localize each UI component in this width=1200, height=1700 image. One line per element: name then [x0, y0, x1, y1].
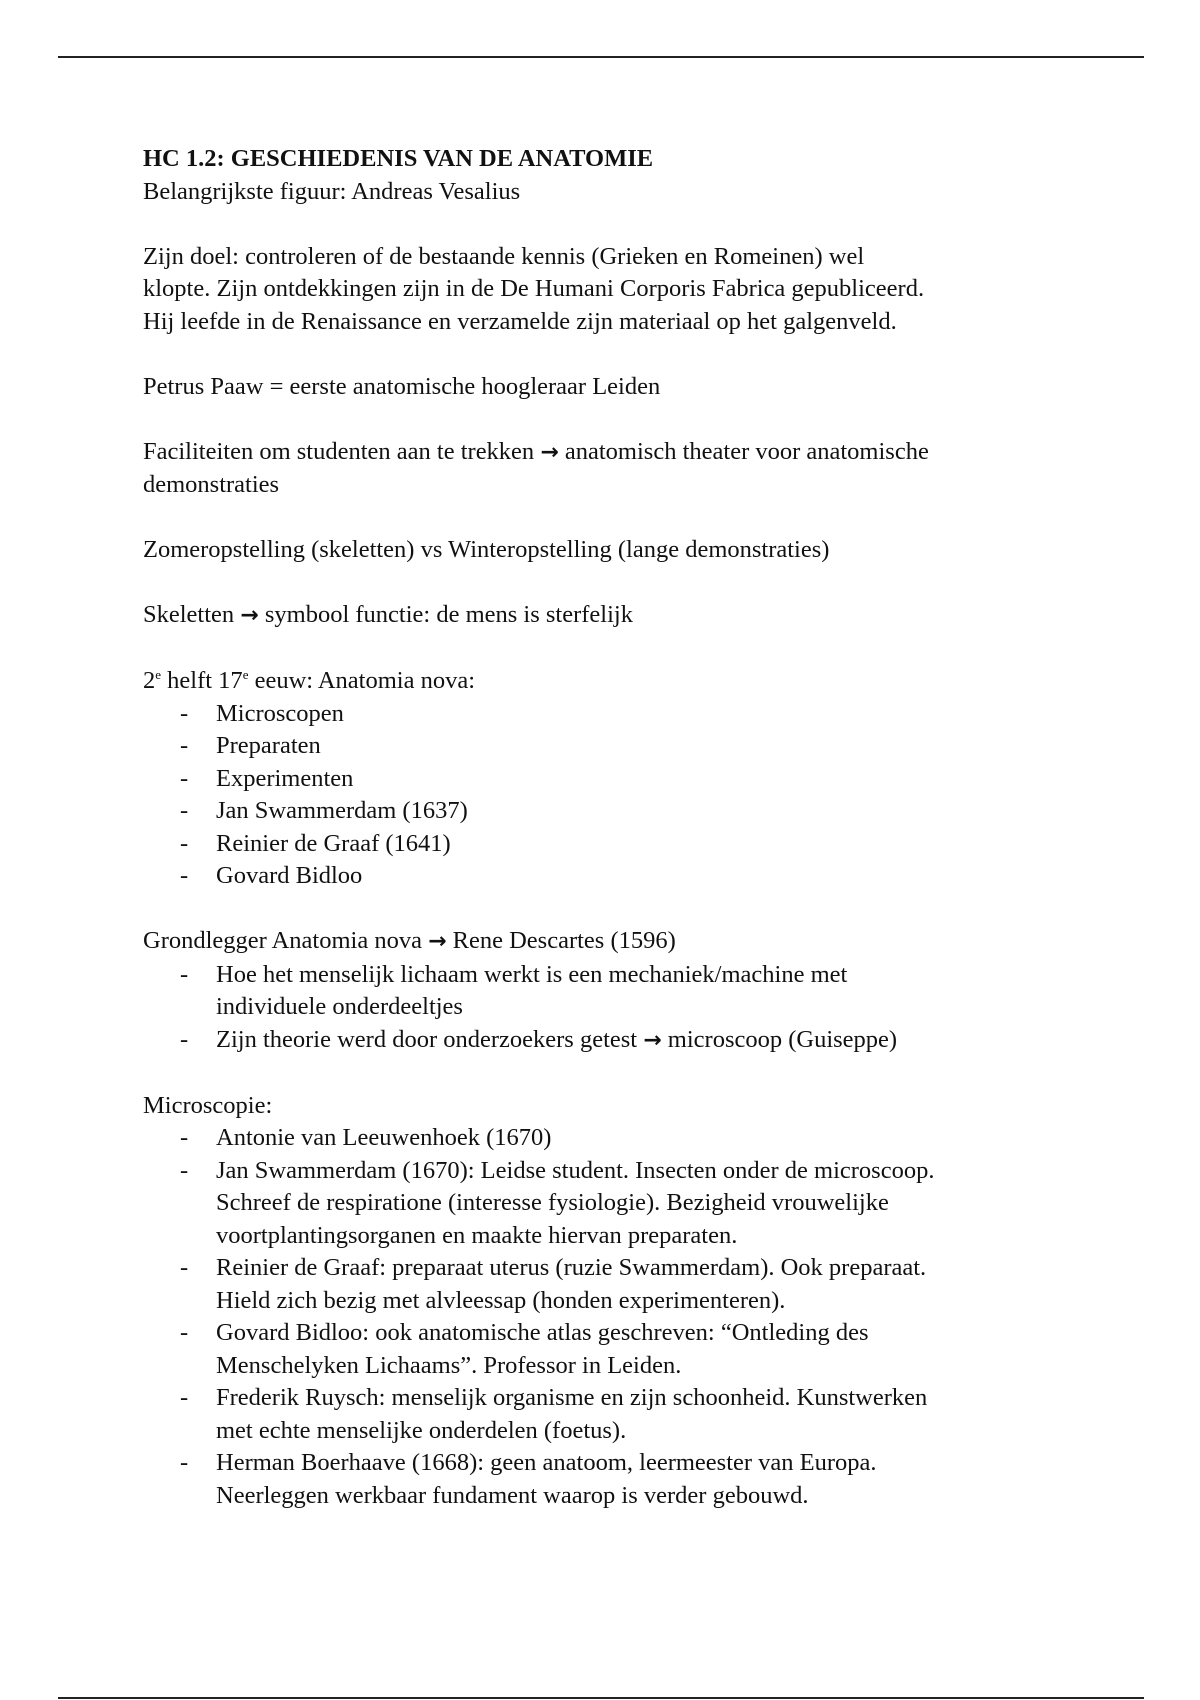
- list-item-text: Govard Bidloo: ook anatomische atlas geschreven: “Ontleding des: [216, 1319, 869, 1346]
- list-item-text: Herman Boerhaave (1668): geen anatoom, leermeester van Europa.: [216, 1449, 877, 1476]
- list-item-text: Preparaten: [216, 732, 321, 759]
- paragraph-line: Hij leefde in de Renaissance en verzamelde zijn materiaal op het galgenveld.: [143, 307, 897, 335]
- arrow-right-icon: →: [240, 603, 259, 628]
- spacer: [143, 502, 1143, 535]
- paragraph-vesalius: [143, 241, 1143, 339]
- list-item: [143, 1447, 1143, 1512]
- dash-marker: -: [180, 797, 189, 824]
- section-heading: [143, 925, 1143, 959]
- list-item-text: met echte menselijke onderdelen (foetus).: [216, 1416, 627, 1444]
- footer-rule: [58, 1697, 1144, 1699]
- arrow-right-icon: →: [540, 439, 559, 465]
- text-segment: Faciliteiten om studenten aan te trekken: [143, 437, 535, 465]
- bullet-list: [143, 959, 1143, 1058]
- spacer: [143, 208, 1143, 241]
- bullet-list: [143, 698, 1143, 893]
- list-item: [143, 1024, 1143, 1058]
- list-item-text: voortplantingsorganen en maakte hiervan preparaten.: [216, 1221, 738, 1249]
- dash-marker: -: [180, 1025, 189, 1053]
- dash-marker: -: [180, 1254, 189, 1281]
- superscript: e: [155, 667, 162, 682]
- list-item-text: Antonie van Leeuwenhoek (1670): [216, 1124, 552, 1151]
- list-item: [143, 860, 1143, 893]
- list-item: [143, 1382, 1143, 1447]
- list-item-text: Reinier de Graaf: preparaat uterus (ruzie Swammerdam). Ook preparaat.: [216, 1254, 927, 1281]
- paragraph-line: klopte. Zijn ontdekkingen zijn in de De Humani Corporis Fabrica gepubliceerd.: [143, 275, 925, 302]
- dash-marker: -: [180, 1156, 189, 1184]
- dash-marker: -: [180, 862, 189, 889]
- list-item: [143, 959, 1143, 1024]
- paragraph-line: demonstraties: [143, 471, 280, 498]
- list-item-text: Govard Bidloo: [216, 862, 363, 889]
- list-item-text: Zijn theorie werd door onderzoekers getest: [216, 1025, 638, 1053]
- text-segment: anatomisch theater voor anatomische: [564, 437, 929, 465]
- spacer: [143, 1057, 1143, 1090]
- list-item-text: Hoe het menselijk lichaam werkt is een mechaniek/machine met: [216, 960, 848, 988]
- document-title: HC 1.2: GESCHIEDENIS VAN DE ANATOMIE: [143, 145, 654, 172]
- dash-marker: -: [180, 764, 189, 792]
- document-body: [143, 143, 1143, 1512]
- paragraph-line: [143, 436, 1143, 470]
- list-item: [143, 730, 1143, 763]
- list-item-text: Microscopen: [216, 699, 344, 727]
- list-item-text: Menschelyken Lichaams”. Professor in Leiden.: [216, 1351, 682, 1379]
- superscript: e: [242, 667, 249, 682]
- list-item: [143, 1317, 1143, 1382]
- list-item-text: Experimenten: [216, 764, 354, 792]
- section-heading: Microscopie:: [143, 1091, 273, 1119]
- text-segment: eeuw: Anatomia nova:: [248, 667, 476, 694]
- dash-marker: -: [180, 1319, 189, 1346]
- paragraph-paaw: Petrus Paaw = eerste anatomische hoogleraar Leiden: [143, 372, 661, 400]
- list-item-text: Neerleggen werkbaar fundament waarop is verder gebouwd.: [216, 1481, 809, 1509]
- list-item: [143, 1122, 1143, 1155]
- list-item-text: Jan Swammerdam (1670): Leidse student. Insecten onder de microscoop.: [216, 1156, 935, 1184]
- paragraph-opstelling: Zomeropstelling (skeletten) vs Winteropstelling (lange demonstraties): [143, 536, 830, 563]
- spacer: [143, 403, 1143, 436]
- dash-marker: -: [180, 829, 189, 857]
- list-item-text: microscoop (Guiseppe): [667, 1025, 898, 1053]
- bullet-list: [143, 1122, 1143, 1512]
- text-segment: 2: [143, 667, 156, 694]
- arrow-right-icon: →: [428, 929, 447, 954]
- spacer: [143, 338, 1143, 371]
- dash-marker: -: [180, 1449, 189, 1476]
- text-segment: helft 17: [161, 667, 243, 694]
- dash-marker: -: [180, 1384, 189, 1411]
- list-item: [143, 698, 1143, 731]
- list-item: [143, 828, 1143, 861]
- list-item: [143, 1155, 1143, 1253]
- paragraph-line: Zijn doel: controleren of de bestaande kennis (Grieken en Romeinen) wel: [143, 242, 865, 270]
- dash-marker: -: [180, 1124, 189, 1151]
- section-grondlegger: [143, 925, 1143, 1057]
- spacer: [143, 567, 1143, 600]
- dash-marker: -: [180, 960, 189, 988]
- list-item-text: Schreef de respiratione (interesse fysiologie). Bezigheid vrouwelijke: [216, 1189, 889, 1216]
- list-item-text: Hield zich bezig met alvleessap (honden experimenteren).: [216, 1286, 786, 1314]
- list-item: [143, 795, 1143, 828]
- text-segment: Skeletten: [143, 601, 235, 628]
- text-segment: symbool functie: de mens is sterfelijk: [264, 601, 633, 628]
- list-item: [143, 763, 1143, 796]
- list-item: [143, 1252, 1143, 1317]
- header-rule: [58, 56, 1144, 58]
- spacer: [143, 893, 1143, 926]
- paragraph-faciliteiten: [143, 436, 1143, 502]
- list-item-text: Reinier de Graaf (1641): [216, 829, 451, 857]
- list-item-text: Jan Swammerdam (1637): [216, 797, 468, 824]
- section-microscopie: [143, 1090, 1143, 1513]
- dash-marker: -: [180, 732, 189, 759]
- list-item-text: individuele onderdeeltjes: [216, 993, 463, 1020]
- paragraph-skeletten: [143, 599, 1143, 633]
- arrow-right-icon: →: [643, 1027, 662, 1053]
- text-segment: Rene Descartes (1596): [452, 927, 676, 954]
- section-heading: [143, 665, 1143, 698]
- document-subtitle: Belangrijkste figuur: Andreas Vesalius: [143, 177, 521, 205]
- text-segment: Grondlegger Anatomia nova: [143, 927, 422, 954]
- spacer: [143, 633, 1143, 666]
- list-item-text: Frederik Ruysch: menselijk organisme en zijn schoonheid. Kunstwerken: [216, 1384, 928, 1411]
- section-anatomia-nova: [143, 665, 1143, 893]
- dash-marker: -: [180, 699, 189, 727]
